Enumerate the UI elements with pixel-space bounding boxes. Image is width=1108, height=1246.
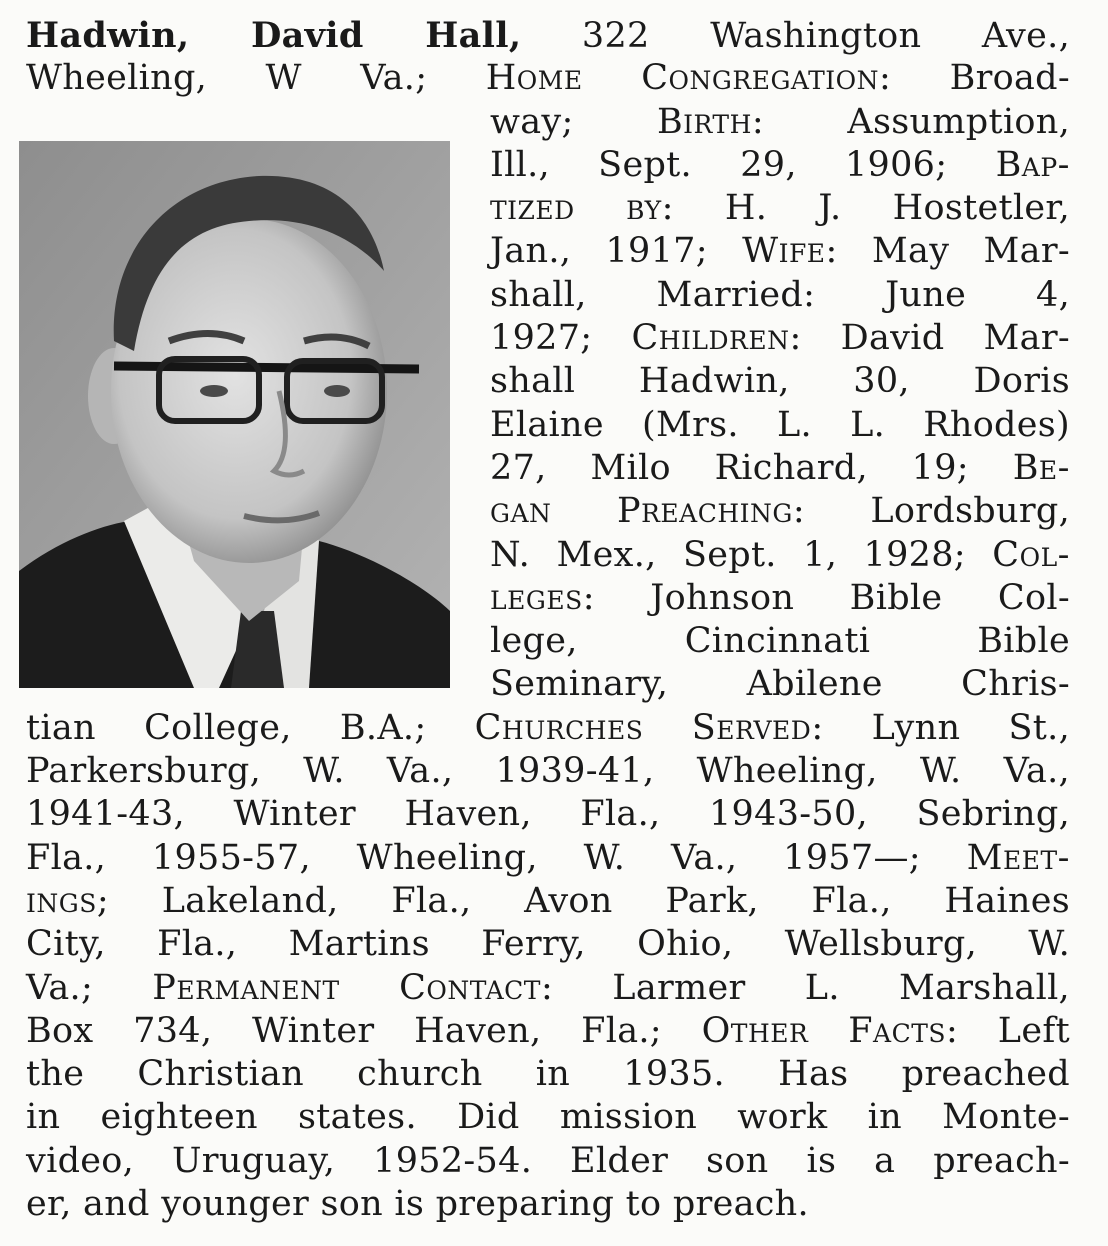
field-label-baptized-by: tized by	[490, 188, 662, 229]
entry-text: ; Lakeland, Fla., Avon Park, Fla., Haines	[96, 880, 1070, 921]
entry-name: Hadwin, David Hall,	[26, 15, 522, 56]
entry-text: : Left	[946, 1010, 1070, 1051]
entry-text: : H. J. Hostetler,	[661, 188, 1070, 229]
field-label-baptized-by: Bap-	[995, 144, 1070, 185]
entry-text: 27, Milo Richard, 19;	[490, 447, 1013, 488]
field-label-other-facts: Other Facts	[701, 1010, 947, 1051]
field-label-began-preaching: Be-	[1012, 447, 1070, 488]
entry-line	[26, 923, 1070, 966]
entry-text: the Christian church in 1935. Has preached	[26, 1054, 1070, 1095]
entry-text: Wheeling, W Va.;	[26, 58, 486, 99]
entry-text: 1927;	[490, 318, 632, 359]
field-label-colleges: Col-	[992, 534, 1070, 575]
entry-line	[490, 447, 1070, 490]
entry-text: Elaine (Mrs. L. L. Rhodes)	[490, 404, 1070, 445]
entry-line	[26, 14, 1070, 57]
entry-line	[490, 534, 1070, 577]
field-label-wife: Wife	[742, 231, 826, 272]
entry-address: 322 Washington Ave.,	[521, 16, 1070, 56]
entry-text: video, Uruguay, 1952-54. Elder son is a preach-	[26, 1140, 1070, 1181]
field-label-children: Children	[631, 318, 790, 359]
entry-line	[490, 230, 1070, 273]
entry-text: : Johnson Bible Col-	[582, 577, 1070, 618]
entry-line	[26, 793, 1070, 836]
entry-line	[26, 707, 1070, 750]
entry-text: lege, Cincinnati Bible	[490, 621, 1070, 662]
entry-text: Va.;	[26, 967, 153, 1008]
entry-line	[490, 101, 1070, 144]
field-label-meetings: Meet-	[966, 837, 1070, 878]
entry-line	[26, 837, 1070, 880]
entry-text: 1941-43, Winter Haven, Fla., 1943-50, Sebring,	[26, 794, 1070, 835]
entry-line	[490, 317, 1070, 360]
entry-text: Jan., 1917;	[490, 231, 743, 272]
entry-text: Ill., Sept. 29, 1906;	[490, 144, 996, 185]
entry-line	[490, 274, 1070, 317]
entry-text: : May Mar-	[825, 231, 1071, 272]
field-label-colleges: leges	[490, 577, 583, 618]
entry-text: tian College, B.A.;	[26, 707, 475, 748]
entry-text: in eighteen states. Did mission work in Monte-	[26, 1097, 1070, 1138]
entry-text: : Lynn St.,	[811, 707, 1071, 748]
field-label-meetings: ings	[26, 880, 97, 921]
entry-line	[490, 620, 1070, 663]
entry-line	[490, 663, 1070, 706]
entry-text: er, and younger son is preparing to preach.	[26, 1184, 809, 1225]
entry-line	[490, 360, 1070, 403]
entry-line	[26, 750, 1070, 793]
entry-line	[26, 57, 1070, 100]
entry-line	[26, 1183, 1070, 1226]
entry-line	[490, 577, 1070, 620]
entry-line	[490, 144, 1070, 187]
entry-text: : Larmer L. Marshall,	[540, 967, 1070, 1008]
entry-text: Seminary, Abilene Chris-	[490, 664, 1070, 705]
entry-line	[26, 967, 1070, 1010]
entry-line	[26, 1140, 1070, 1183]
entry-text: shall Hadwin, 30, Doris	[490, 361, 1070, 402]
entry-text: way;	[490, 101, 657, 142]
entry-text: N. Mex., Sept. 1, 1928;	[490, 534, 993, 575]
entry-text: Parkersburg, W. Va., 1939-41, Wheeling, W. Va.,	[26, 751, 1070, 792]
biography-entry	[26, 14, 1070, 1226]
field-label-birth: Birth	[656, 101, 752, 142]
field-label-churches-served: Churches Served	[474, 707, 812, 748]
entry-text: Box 734, Winter Haven, Fla.;	[26, 1010, 702, 1051]
field-label-began-preaching: gan Preaching	[490, 491, 793, 532]
entry-text: Fla., 1955-57, Wheeling, W. Va., 1957—;	[26, 837, 967, 878]
entry-text: : David Mar-	[789, 318, 1070, 359]
entry-line	[490, 490, 1070, 533]
field-label-home-congregation: Home Congregation	[485, 58, 880, 99]
entry-text: : Lordsburg,	[792, 491, 1070, 532]
entry-text: City, Fla., Martins Ferry, Ohio, Wellsburg, W.	[26, 924, 1070, 965]
entry-line	[26, 1096, 1070, 1139]
entry-line	[26, 1053, 1070, 1096]
entry-line	[490, 404, 1070, 447]
entry-text: : Assumption,	[751, 101, 1070, 142]
entry-line	[26, 1010, 1070, 1053]
entry-text: : Broad-	[879, 58, 1070, 99]
entry-text: shall, Married: June 4,	[490, 274, 1070, 315]
entry-line	[490, 187, 1070, 230]
field-label-permanent-contact: Permanent Contact	[152, 967, 541, 1008]
entry-line	[26, 880, 1070, 923]
